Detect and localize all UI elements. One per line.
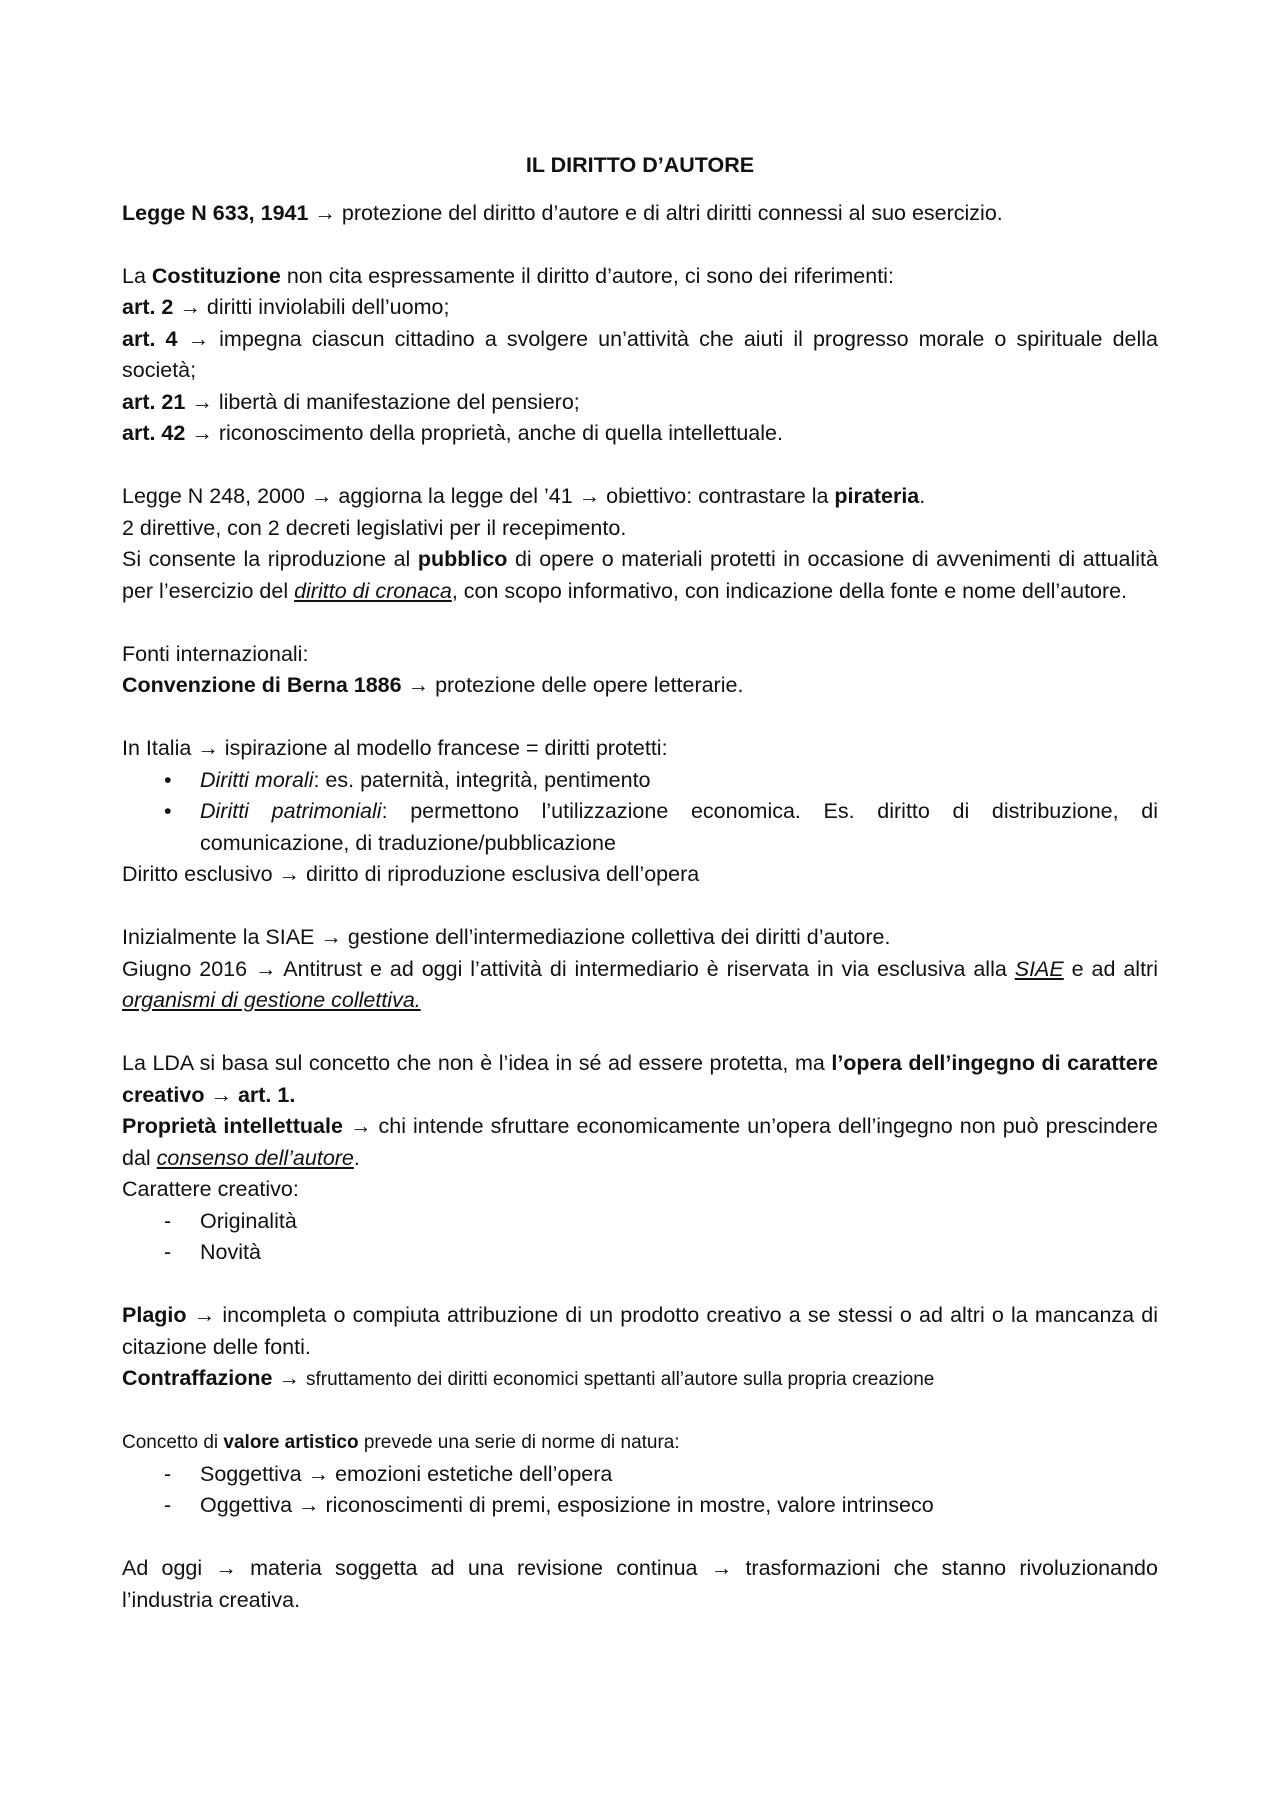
arrow-icon: → [307, 1461, 330, 1486]
fonti-heading: Fonti internazionali: [122, 641, 309, 666]
arrow-icon: → [191, 421, 213, 445]
arrow-icon: → [349, 1114, 372, 1138]
dash-icon: - [164, 1461, 172, 1486]
legge-633-label: Legge N 633, 1941 [122, 200, 309, 225]
siae-link: SIAE [1014, 956, 1064, 981]
arrow-icon: → [278, 862, 301, 886]
arrow-icon: → [191, 389, 213, 414]
arrow-icon: → [578, 484, 601, 508]
document-page [122, 150, 1158, 1616]
consenso-link: consenso dell’autore [156, 1145, 354, 1170]
arrow-icon: → [310, 484, 333, 508]
siae-line: Inizialmente la SIAE → gestione dell’intermediazione collettiva dei diritti d’autore. [122, 925, 891, 949]
article-2: art. 2 → diritti inviolabili dell’uomo; [122, 295, 450, 319]
contraffazione-line: Contraffazione → sfruttamento dei diritti economici spettanti all’autore sulla propria creazione [122, 1366, 935, 1390]
list-item: - Oggettiva → riconoscimenti di premi, esposizione in mostre, valore intrinseco [122, 1490, 1158, 1522]
list-item: - Originalità [122, 1206, 1158, 1238]
arrow-icon: → [193, 1303, 216, 1327]
diritti-list [122, 765, 1158, 860]
ad-oggi-paragraph: Ad oggi → materia soggetta ad una revisione continua → trasformazioni che stanno rivoluzionando l’industria creativa. [122, 1556, 1158, 1612]
antitrust-paragraph: Giugno 2016 → Antitrust e ad oggi l’attività di intermediario è riservata in via esclusiva alla SIAE e ad altri organismi di gestione collettiva. [122, 956, 1158, 1012]
list-item: - Novità [122, 1237, 1158, 1269]
arrow-icon: → [710, 1556, 733, 1580]
arrow-icon: → [187, 326, 210, 351]
document-title: IL DIRITTO D’AUTORE [525, 153, 755, 177]
carattere-list [122, 1206, 1158, 1269]
article-21: art. 21 → libertà di manifestazione del pensiero; [122, 389, 580, 414]
article-42: art. 42 → riconoscimento della proprietà, anche di quella intellettuale. [122, 421, 783, 445]
dash-icon: - [164, 1240, 172, 1264]
riproduzione-paragraph: Si consente la riproduzione al pubblico di opere o materiali protetti in occasione di avvenimenti di attualità per l’esercizio del diritto di cronaca, con scopo informativo, con indicazione della fonte e nome dell’autore. [122, 547, 1158, 603]
carattere-creativo-heading: Carattere creativo: [122, 1177, 299, 1201]
arrow-icon: → [407, 673, 430, 697]
arrow-icon: → [215, 1556, 237, 1580]
arrow-icon: → [197, 736, 219, 760]
proprieta-paragraph: Proprietà intellettuale → chi intende sfruttare economicamente un’opera dell’ingegno non può prescindere dal consenso dell’autore. [122, 1114, 1158, 1170]
organismi-link: organismi di gestione collettiva. [122, 988, 421, 1012]
berna-line: Convenzione di Berna 1886 → protezione delle opere letterarie. [122, 673, 744, 697]
legge-633-line [122, 198, 1158, 230]
arrow-icon: → [298, 1493, 320, 1517]
arrow-icon: → [255, 956, 277, 981]
list-item: • Diritti patrimoniali: permettono l’utilizzazione economica. Es. diritto di distribuzione, di comunicazione, di traduzione/pubblicazione [122, 796, 1158, 859]
arrow-icon: → [179, 295, 201, 319]
list-item: - Soggettiva → emozioni estetiche dell’opera [122, 1459, 1158, 1491]
dash-icon: - [164, 1208, 172, 1233]
bullet-icon: • [164, 767, 172, 792]
legge-248-line: Legge N 248, 2000 → aggiorna la legge del ’41 → obiettivo: contrastare la pirateria. [122, 484, 926, 508]
legge-633-text: protezione del diritto d’autore e di altri diritti connessi al suo esercizio. [341, 200, 1003, 225]
bullet-icon: • [164, 799, 172, 823]
lda-paragraph: La LDA si basa sul concetto che non è l’idea in sé ad essere protetta, ma l’opera dell’ingegno di carattere creativo → art. 1. [122, 1051, 1158, 1107]
costituzione-intro: La Costituzione non cita espressamente il diritto d’autore, ci sono dei riferimenti: [122, 263, 894, 288]
valore-line: Concetto di valore artistico prevede una serie di norme di natura: [122, 1432, 680, 1453]
arrow-icon: → [210, 1082, 232, 1107]
italia-line: In Italia → ispirazione al modello francese = diritti protetti: [122, 736, 668, 760]
article-4: art. 4 → impegna ciascun cittadino a svolgere un’attività che aiuti il progresso morale o spirituale della società; [122, 326, 1158, 382]
arrow-icon: → [320, 925, 342, 949]
diritto-di-cronaca-link: diritto di cronaca [294, 578, 452, 603]
direttive-line: 2 direttive, con 2 decreti legislativi per il recepimento. [122, 515, 627, 540]
list-item: • Diritti morali: es. paternità, integrità, pentimento [122, 765, 1158, 797]
arrow-icon: → [314, 200, 336, 225]
plagio-paragraph: Plagio → incompleta o compiuta attribuzione di un prodotto creativo a se stessi o ad altri o la mancanza di citazione delle fonti. [122, 1303, 1158, 1359]
dash-icon: - [164, 1493, 172, 1517]
valore-list [122, 1459, 1158, 1522]
diritto-esclusivo-line: Diritto esclusivo → diritto di riproduzione esclusiva dell’opera [122, 862, 700, 886]
arrow-icon: → [278, 1366, 300, 1390]
